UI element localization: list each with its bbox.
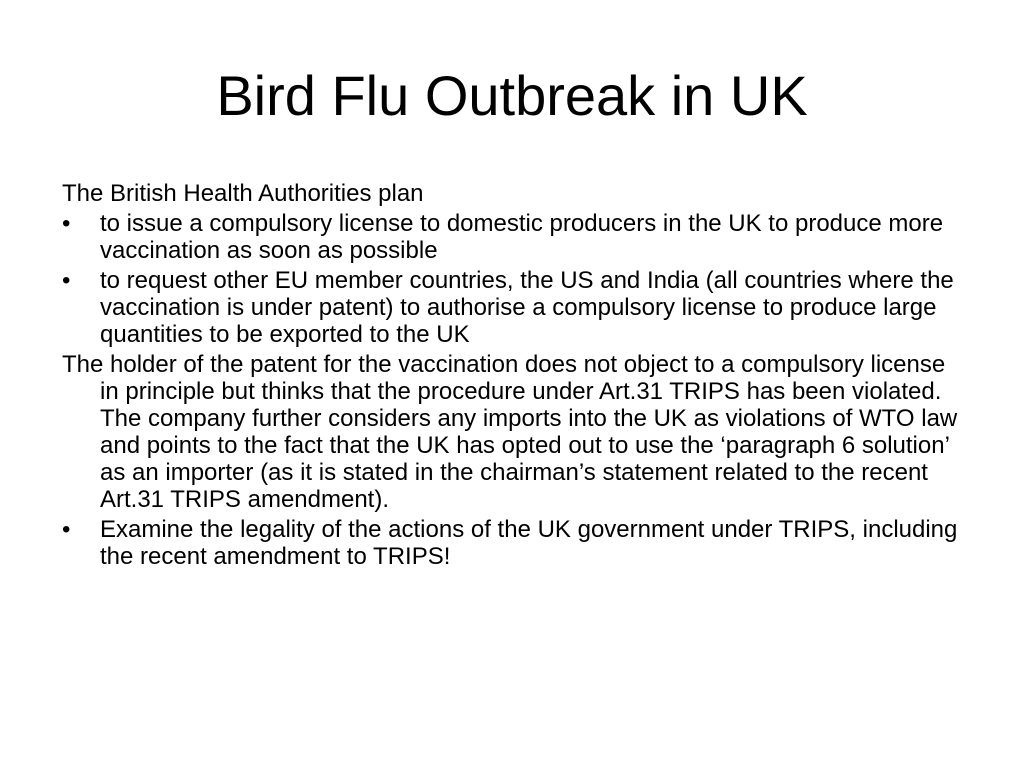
task-bullet <box>62 516 967 570</box>
bullet-icon: • <box>62 210 71 237</box>
holder-paragraph: The holder of the patent for the vaccination does not object to a compulsory license in principle but thinks that the procedure under Art.31 TRIPS has been violated. The company further considers any imports into the UK as violations of WTO law and points to the fact that the UK has opted out to use the ‘paragraph 6 solution’ as an importer (as it is stated in the chairman’s statement related to the recent Art.31 TRIPS amendment). <box>62 351 958 513</box>
slide-body <box>62 180 967 573</box>
bullet-icon: • <box>62 516 71 543</box>
plan-bullet-2 <box>62 267 967 348</box>
intro-paragraph: The British Health Authorities plan <box>62 180 424 207</box>
bullet-icon: • <box>62 267 71 294</box>
slide-title: Bird Flu Outbreak in UK <box>216 64 808 127</box>
plan-bullet-text: to request other EU member countries, the US and India (all countries where the vaccination is under patent) to authorise a compulsory license to produce large quantities to be exported to the UK <box>100 267 954 348</box>
plan-bullet-1 <box>62 210 967 264</box>
plan-bullet-text: to issue a compulsory license to domestic producers in the UK to produce more vaccination as soon as possible <box>100 210 944 264</box>
task-bullet-text: Examine the legality of the actions of the UK government under TRIPS, including the recent amendment to TRIPS! <box>100 516 958 570</box>
